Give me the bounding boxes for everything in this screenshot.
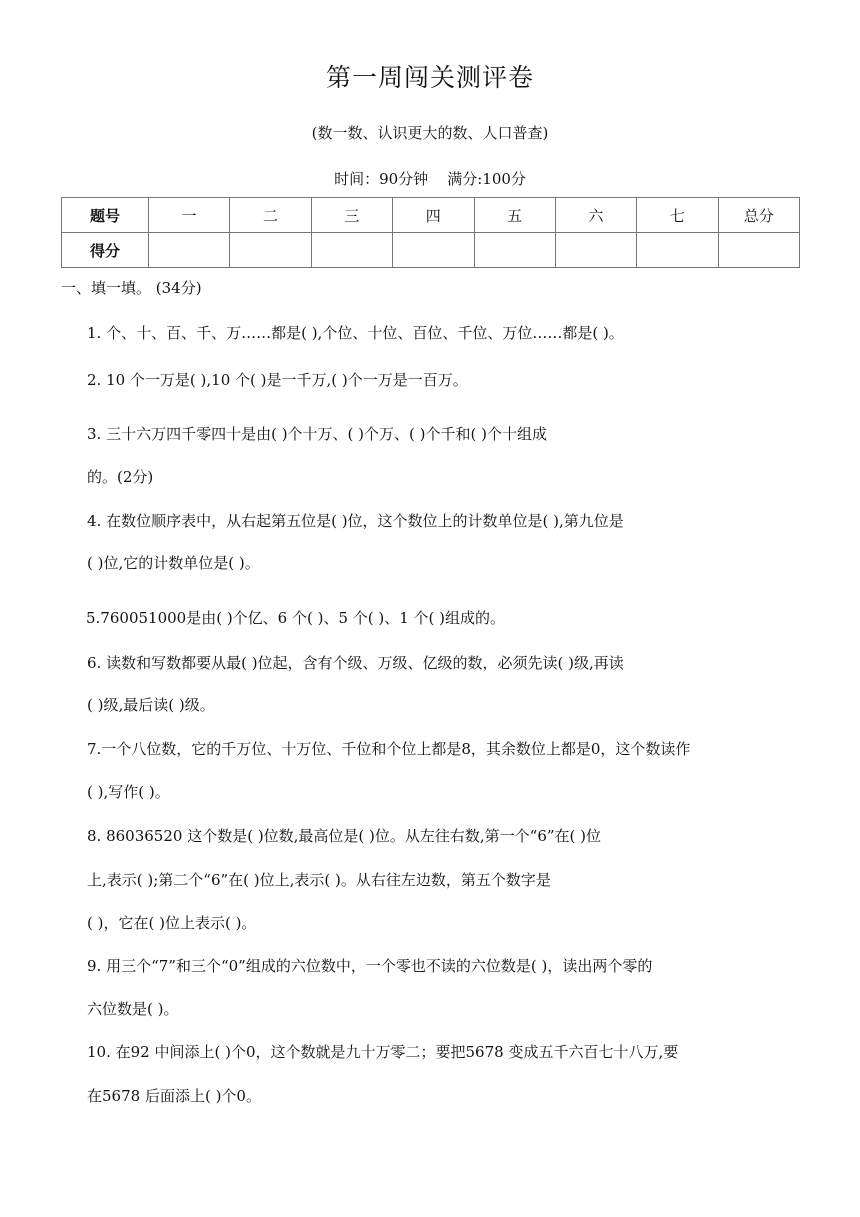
question-line: ( ),写作( )。 [87, 783, 170, 801]
question-8 [87, 825, 803, 932]
score-cell[interactable] [637, 233, 718, 268]
question-line: 8. 86036520 这个数是( )位数,最高位是( )位。从左往右数,第一个“6”在( )位 [87, 827, 602, 845]
score-cell[interactable] [718, 233, 799, 268]
question-line: 6. 读数和写数都要从最( )位起，含有个级、万级、亿级的数，必须先读( )级,再读 [87, 654, 624, 672]
score-cell[interactable] [149, 233, 230, 268]
page-title: 第一周闯关测评卷 [325, 63, 534, 92]
score-cell[interactable] [311, 233, 392, 268]
score-cell[interactable] [555, 233, 636, 268]
question-7 [87, 738, 803, 801]
page-subtitle: (数一数、认识更大的数、人口普查) [311, 124, 549, 142]
score-cell[interactable] [230, 233, 311, 268]
header-cell: 题号 [62, 198, 149, 233]
header-cell: 五 [474, 198, 555, 233]
question-line: 3. 三十六万四千零四十是由( )个十万、( )个万、( )个千和( )个十组成 [87, 425, 547, 443]
score-table [61, 197, 800, 268]
question-4 [87, 510, 803, 572]
question-3 [87, 423, 803, 486]
question-5 [86, 607, 802, 628]
question-line: 1. 个、十、百、千、万……都是( ),个位、十位、百位、千位、万位……都是( )。 [87, 324, 624, 342]
header-cell: 四 [393, 198, 474, 233]
question-6 [87, 652, 803, 714]
question-10 [87, 1041, 803, 1105]
score-table-score-row [62, 233, 800, 268]
header-cell: 三 [311, 198, 392, 233]
question-line: ( )位,它的计数单位是( )。 [87, 554, 260, 572]
score-table-header-row [62, 198, 800, 233]
question-line: ( )级,最后读( )级。 [87, 696, 215, 714]
question-line: 的。(2分) [87, 468, 154, 486]
question-line: 在5678 后面添上( )个0。 [87, 1087, 261, 1105]
question-1 [87, 322, 803, 343]
question-2 [87, 369, 803, 390]
header-cell: 七 [637, 198, 718, 233]
header-cell: 二 [230, 198, 311, 233]
question-line: 7.一个八位数，它的千万位、十万位、千位和个位上都是8，其余数位上都是0，这个数读作 [87, 740, 691, 758]
question-9 [87, 955, 803, 1018]
score-cell[interactable] [393, 233, 474, 268]
score-row-label: 得分 [62, 233, 149, 268]
question-line: 上,表示( );第二个“6”在( )位上,表示( )。从右往左边数，第五个数字是 [87, 871, 551, 889]
question-line: 六位数是( )。 [87, 1000, 179, 1018]
question-line: 9. 用三个“7”和三个“0”组成的六位数中，一个零也不读的六位数是( )，读出两个零的 [87, 957, 653, 975]
time-and-score-info: 时间：90分钟 满分:100分 [334, 170, 526, 188]
score-cell[interactable] [474, 233, 555, 268]
header-cell: 总分 [718, 198, 799, 233]
question-line: 2. 10 个一万是( ),10 个( )是一千万,( )个一万是一百万。 [87, 371, 468, 389]
section-heading: 一、填一填。 (34分) [61, 279, 202, 297]
question-line: ( )，它在( )位上表示( )。 [87, 914, 257, 932]
question-line: 5.760051000是由( )个亿、6 个( )、5 个( )、1 个( )组成的。 [86, 609, 506, 627]
question-line: 4. 在数位顺序表中，从右起第五位是( )位，这个数位上的计数单位是( ),第九位是 [87, 512, 624, 530]
header-cell: 六 [555, 198, 636, 233]
question-line: 10. 在92 中间添上( )个0，这个数就是九十万零二；要把5678 变成五千六百七十八万,要 [87, 1043, 679, 1061]
header-cell: 一 [149, 198, 230, 233]
